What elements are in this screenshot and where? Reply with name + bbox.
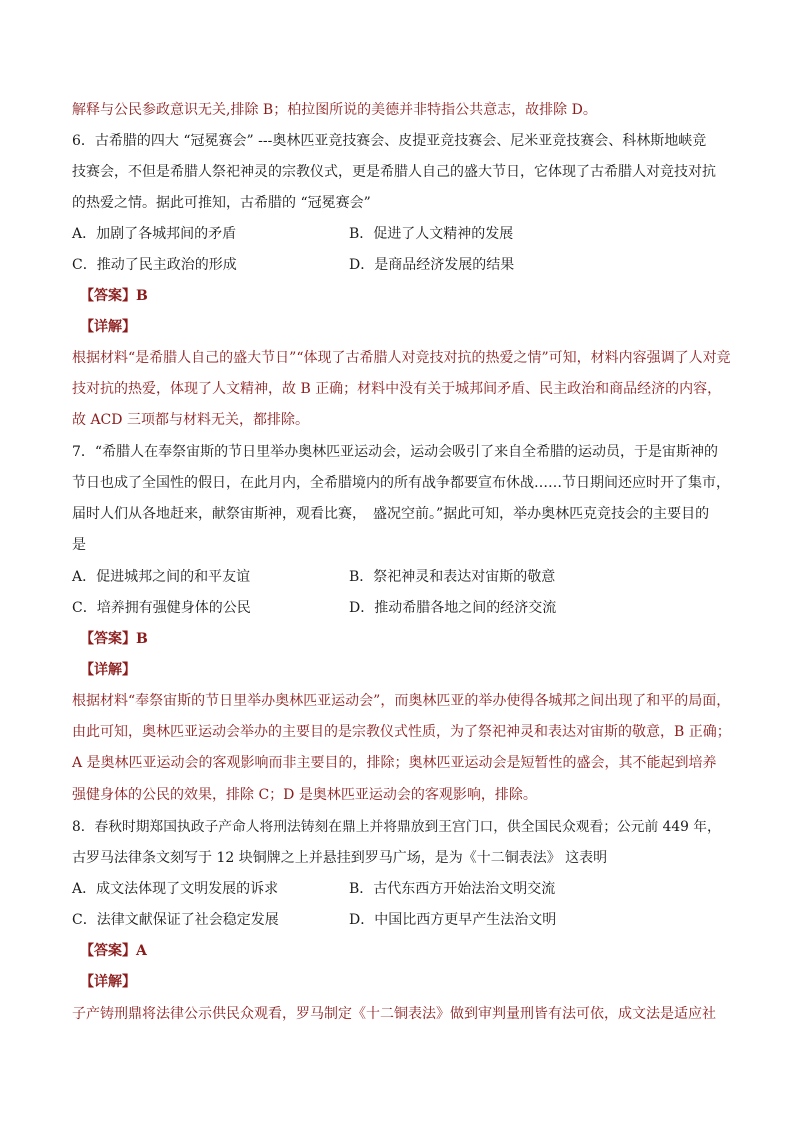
question-8-explanation: 子产铸刑鼎将法律公示供民众观看，罗马制定《十二铜表法》做到审判量刑皆有法可依，成文法是适应社 [72, 1006, 716, 1022]
question-7-option-c: C．培养拥有强健身体的公民 [72, 600, 251, 616]
question-7-answer: 【答案】B [80, 631, 148, 647]
question-8-stem: 8．春秋时期郑国执政子产命人将刑法铸刻在鼎上并将鼎放到王宫门口，供全国民众观看；公元前 449 年， [72, 819, 721, 835]
question-7-explanation: 由此可知，奥林匹亚运动会举办的主要目的是宗教仪式性质，为了祭祀神灵和表达对宙斯的敬意，B 正确； [72, 724, 731, 740]
question-6-stem: 的热爱之情。据此可推知，古希腊的 “冠冕赛会” [72, 195, 371, 211]
question-7-explanation: A 是奥林匹亚运动会的客观影响而非主要目的，排除；奥林匹亚运动会是短暂性的盛会，其不能起到培养 [72, 755, 717, 771]
question-7-explanation: 根据材料“奉祭宙斯的节日里举办奥林匹亚运动会”，而奥林匹亚的举办使得各城邦之间出现了和平的局面， [72, 693, 731, 709]
question-6-option-b: B．促进了人文精神的发展 [349, 226, 514, 242]
question-8-stem: 古罗马法律条文刻写于 12 块铜牌之上并悬挂到罗马广场，是为《十二铜表法》 这表明 [72, 850, 608, 866]
question-8-explanation-heading: 【详解】 [80, 974, 136, 990]
question-8-option-b: B．古代东西方开始法治文明交流 [349, 881, 556, 897]
question-7-stem: 是 [72, 537, 86, 553]
question-8-option-c: C．法律文献保证了社会稳定发展 [72, 912, 279, 928]
question-7-stem: 节日也成了全国性的假日，在此月内，全希腊境内的所有战争都要宣布休战……节日期间还应时开了集市， [72, 475, 730, 491]
explanation-continued: 解释与公民参政意识无关,排除 B；柏拉图所说的美德并非特指公共意志，故排除 D。 [72, 102, 597, 118]
question-6-stem: 技赛会，不但是希腊人祭祀神灵的宗教仪式，更是希腊人自己的盛大节日，它体现了古希腊人对竞技对抗 [72, 164, 716, 180]
question-6-explanation: 故 ACD 三项都与材料无关，都排除。 [72, 412, 309, 428]
question-6-explanation: 根据材料“是希腊人自己的盛大节日”“体现了古希腊人对竞技对抗的热爱之情”可知，材料内容强调了人对竞 [72, 350, 731, 366]
question-7-explanation: 强健身体的公民的效果，排除 C；D 是奥林匹亚运动会的客观影响，排除。 [72, 787, 537, 803]
question-6-explanation: 技对抗的热爱，体现了人文精神，故 B 正确；材料中没有关于城邦间矛盾、民主政治和商品经济的内容， [72, 381, 722, 397]
question-6-explanation-heading: 【详解】 [80, 319, 136, 335]
question-6-option-c: C．推动了民主政治的形成 [72, 257, 237, 273]
question-6-option-a: A．加剧了各城邦间的矛盾 [72, 226, 237, 242]
question-6-answer: 【答案】B [80, 288, 148, 304]
question-8-option-a: A．成文法体现了文明发展的诉求 [72, 881, 279, 897]
question-7-option-d: D．推动希腊各地之间的经济交流 [349, 600, 557, 616]
question-7-stem: 届时人们从各地赶来，献祭宙斯神，观看比赛， 盛况空前。”据此可知，举办奥林匹克竞技会的主要目的 [72, 506, 710, 522]
question-8-answer: 【答案】A [80, 943, 147, 959]
question-8-option-d: D．中国比西方更早产生法治文明 [349, 912, 557, 928]
question-7-stem: 7．“希腊人在奉祭宙斯的节日里举办奥林匹亚运动会，运动会吸引了来自全希腊的运动员，于是宙斯神的 [72, 444, 719, 460]
question-7-option-b: B．祭祀神灵和表达对宙斯的敬意 [349, 569, 556, 585]
question-7-explanation-heading: 【详解】 [80, 662, 136, 678]
question-7-option-a: A．促进城邦之间的和平友谊 [72, 569, 251, 585]
question-6-option-d: D．是商品经济发展的结果 [349, 257, 515, 273]
question-6-stem: 6．古希腊的四大 “冠冕赛会” ---奥林匹亚竞技赛会、皮提亚竞技赛会、尼米亚竞技赛会、科林斯地峡竞 [72, 133, 707, 149]
